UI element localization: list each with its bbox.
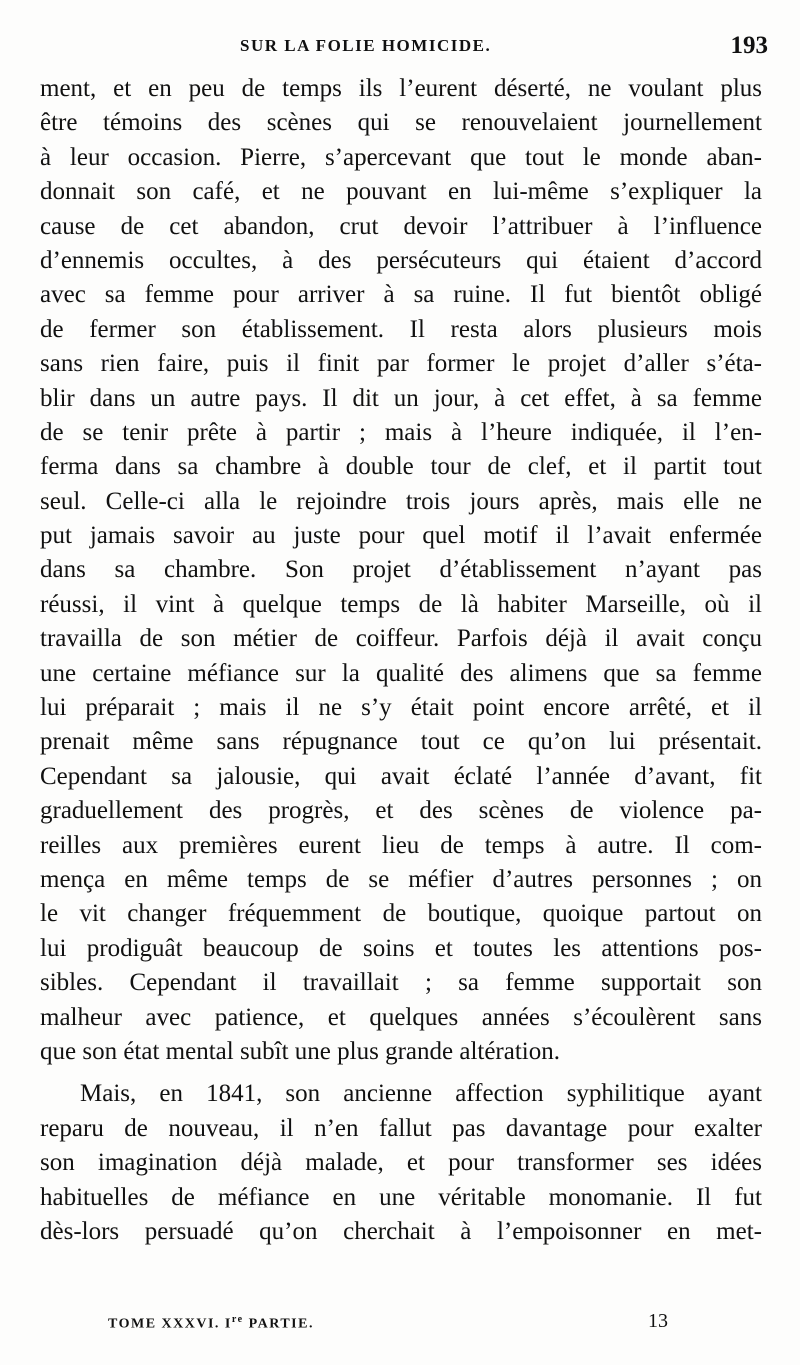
text-line: sibles. Cependant il travaillait ; sa femme supportait son [40,969,762,997]
sheet-mark: 13 [648,1310,668,1332]
page-footer [108,1310,668,1340]
text-line: une certaine méfiance sur la qualité des alimens que sa femme [40,659,762,687]
signature-superscript: re [231,1314,244,1325]
text-line: ment, et en peu de temps ils l’eurent déserté, ne voulant plus [40,75,762,102]
text-line: avec sa femme pour arriver à sa ruine. Il fut bientôt obligé [40,281,762,309]
text-line: donnait son café, et ne pouvant en lui-même s’expliquer la [40,178,762,206]
text-line: sans rien faire, puis il finit par former le projet d’aller s’éta- [40,350,762,378]
text-line: put jamais savoir au juste pour quel motif il l’avait enfermée [40,522,762,550]
text-line: mença en même temps de se méfier d’autres personnes ; on [40,865,762,893]
text-line: dès-lors persuadé qu’on cherchait à l’empoisonner en met- [40,1217,762,1245]
text-line-paragraph-end: que son état mental subît une plus grande altération. [40,1037,560,1065]
running-head [40,30,768,66]
text-line: à leur occasion. Pierre, s’apercevant que tout le monde aban- [40,143,762,171]
text-line: réussi, il vint à quelque temps de là habiter Marseille, où il [40,590,762,618]
printer-signature [108,1314,314,1333]
text-line: reparu de nouveau, il n’en fallut pas davantage pour exalter [40,1114,762,1142]
text-line: son imagination déjà malade, et pour transformer ses idées [40,1149,762,1177]
text-line: habituelles de méfiance en une véritable monomanie. Il fut [40,1183,762,1211]
signature-prefix: TOME XXXVI. I [108,1316,232,1332]
signature-suffix: PARTIE. [243,1316,314,1332]
text-line: être témoins des scènes qui se renouvelaient journellement [40,109,762,137]
page-number: 193 [730,32,768,59]
body-text [40,72,762,1249]
text-line: lui prodiguât beaucoup de soins et toutes les attentions pos- [40,934,762,962]
text-line: ferma dans sa chambre à double tour de clef, et il partit tout [40,453,762,481]
text-line: travailla de son métier de coiffeur. Parfois déjà il avait conçu [40,625,762,653]
text-line: reilles aux premières eurent lieu de temps à autre. Il com- [40,831,762,859]
paragraph-gap [40,1069,762,1077]
text-line: de fermer son établissement. Il resta alors plusieurs mois [40,315,762,343]
text-line: graduellement des progrès, et des scènes de violence pa- [40,797,762,825]
text-line: de se tenir prête à partir ; mais à l’heure indiquée, il l’en- [40,418,762,446]
text-line-paragraph-start: Mais, en 1841, son ancienne affection syphilitique ayant [80,1080,762,1108]
text-line: seul. Celle-ci alla le rejoindre trois jours après, mais elle ne [40,487,762,515]
running-title: SUR LA FOLIE HOMICIDE. [240,36,492,55]
text-line: Cependant sa jalousie, qui avait éclaté l’année d’avant, fit [40,762,762,790]
text-line: prenait même sans répugnance tout ce qu’on lui présentait. [40,728,762,756]
text-line: d’ennemis occultes, à des persécuteurs qui étaient d’accord [40,246,762,274]
text-line: le vit changer fréquemment de boutique, quoique partout on [40,900,762,928]
text-line: dans sa chambre. Son projet d’établissement n’ayant pas [40,556,762,584]
text-line: lui préparait ; mais il ne s’y était point encore arrêté, et il [40,694,762,722]
text-line: malheur avec patience, et quelques années s’écoulèrent sans [40,1003,762,1031]
text-line: cause de cet abandon, crut devoir l’attribuer à l’influence [40,212,762,240]
text-line: blir dans un autre pays. Il dit un jour, à cet effet, à sa femme [40,384,762,412]
